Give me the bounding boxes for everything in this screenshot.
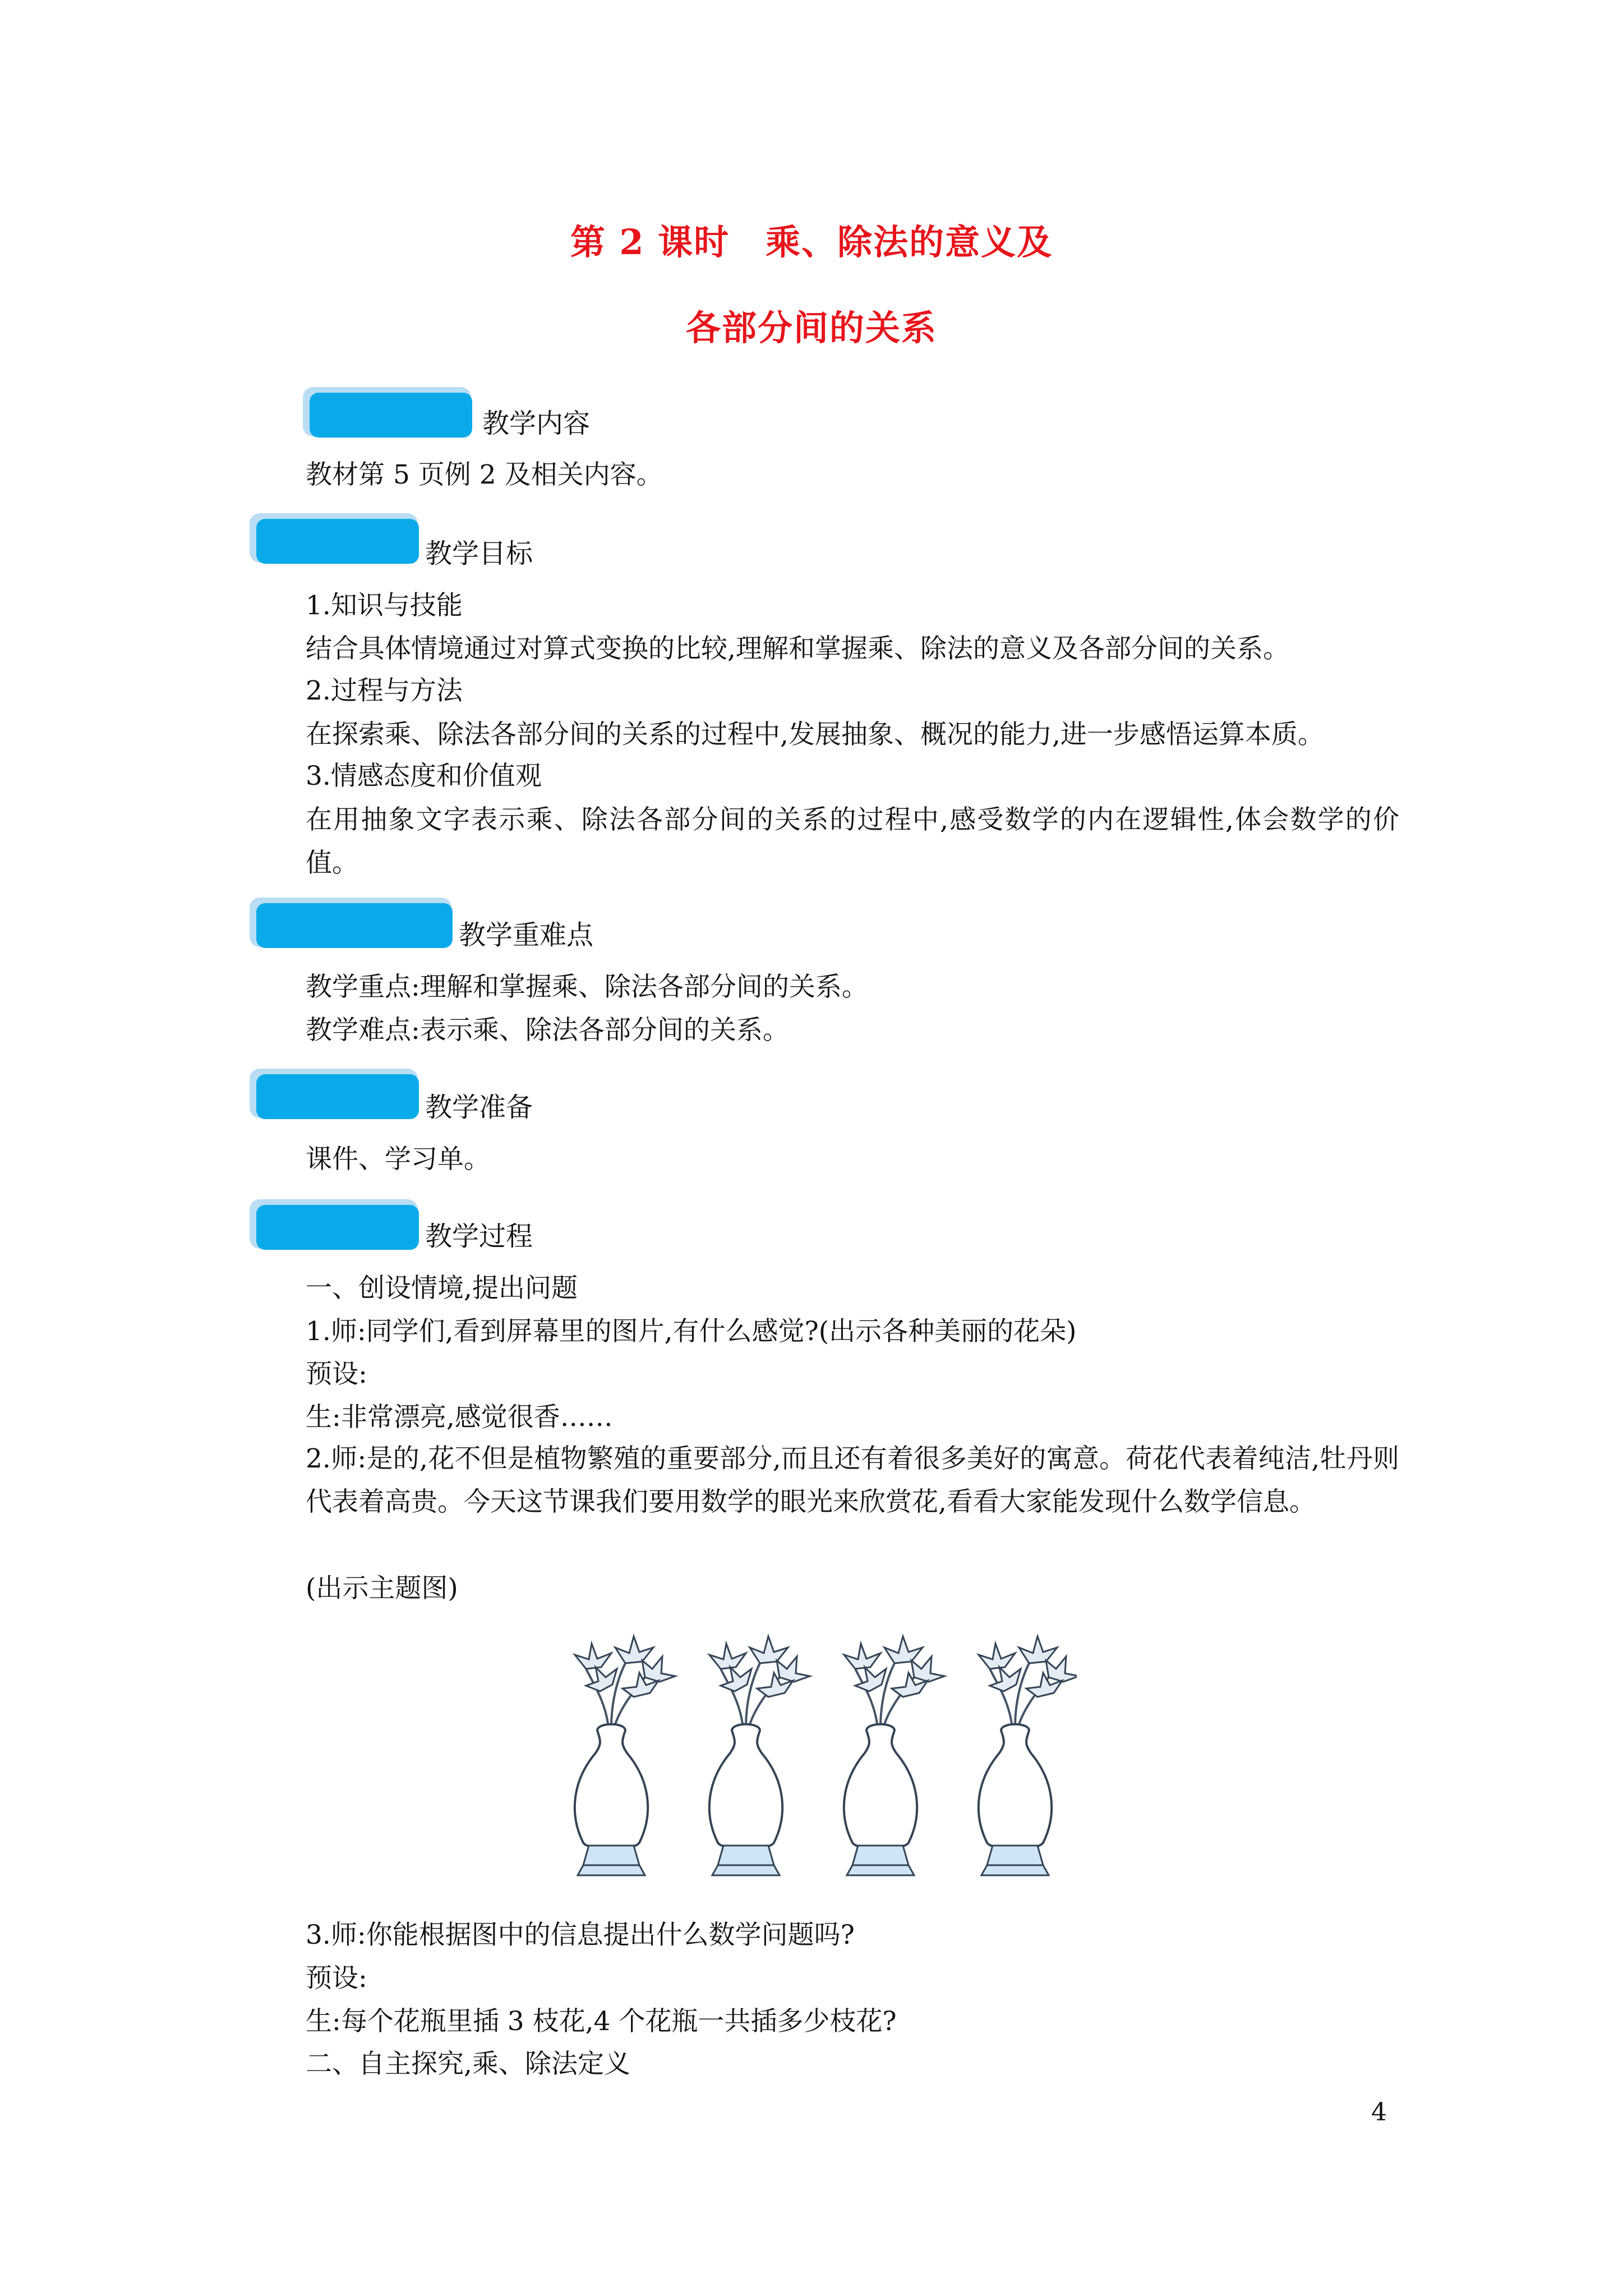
- section-badge-prep: [250, 1069, 423, 1122]
- key-point-difficulty: 教学难点:表示乘、除法各部分间的关系。: [306, 1015, 789, 1046]
- process-q1: 1.师:同学们,看到屏幕里的图片,有什么感觉?(出示各种美丽的花朵): [306, 1316, 1077, 1347]
- section-heading-goals: 教学目标: [425, 538, 533, 569]
- page-title-line2: 各部分间的关系: [685, 307, 937, 348]
- goal-item3-title: 3.情感态度和价值观: [306, 761, 542, 792]
- process-preset1: 预设:: [306, 1359, 367, 1389]
- page-number: 4: [1371, 2098, 1387, 2127]
- process-answer1: 生:非常漂亮,感觉很香……: [306, 1402, 613, 1433]
- section-badge-goals: [250, 513, 423, 567]
- goal-item2-title: 2.过程与方法: [306, 675, 463, 706]
- goal-item3-body: 在用抽象文字表示乘、除法各部分间的关系的过程中,感受数学的内在逻辑性,体会数学的价值。: [306, 804, 1399, 878]
- section-badge-process: [250, 1199, 423, 1253]
- process-answer2: 生:每个花瓶里插 3 枝花,4 个花瓶一共插多少枝花?: [306, 2006, 897, 2037]
- process-step2-title: 二、自主探究,乘、除法定义: [306, 2049, 630, 2079]
- section-heading-prep: 教学准备: [425, 1092, 533, 1123]
- page-title-line1: 第 2 课时 乘、除法的意义及: [570, 222, 1053, 263]
- process-q3: 3.师:你能根据图中的信息提出什么数学问题吗?: [306, 1920, 855, 1950]
- prep-body: 课件、学习单。: [306, 1144, 490, 1175]
- theme-image-vases: [555, 1624, 1077, 1888]
- process-show-image: (出示主题图): [306, 1573, 458, 1604]
- section-badge-content: [303, 387, 477, 441]
- content-body: 教材第 5 页例 2 及相关内容。: [306, 459, 663, 490]
- goal-item2-body: 在探索乘、除法各部分间的关系的过程中,发展抽象、概况的能力,进一步感悟运算本质。: [306, 719, 1324, 750]
- process-q2: 2.师:是的,花不但是植物繁殖的重要部分,而且还有着很多美好的寓意。荷花代表着纯洁,牡丹则代表着高贵。今天这节课我们要用数学的眼光来欣赏花,看看大家能发现什么数学信息。: [306, 1443, 1399, 1517]
- goal-item1-body: 结合具体情境通过对算式变换的比较,理解和掌握乘、除法的意义及各部分间的关系。: [306, 633, 1289, 664]
- key-point-focus: 教学重点:理解和掌握乘、除法各部分间的关系。: [306, 972, 868, 1002]
- section-heading-content: 教学内容: [482, 408, 591, 439]
- section-badge-key-points: [250, 898, 457, 951]
- process-step1-title: 一、创设情境,提出问题: [306, 1273, 578, 1304]
- process-preset2: 预设:: [306, 1963, 367, 1994]
- section-heading-process: 教学过程: [425, 1221, 533, 1252]
- goal-item1-title: 1.知识与技能: [306, 590, 463, 621]
- section-heading-key-points: 教学重难点: [459, 919, 594, 951]
